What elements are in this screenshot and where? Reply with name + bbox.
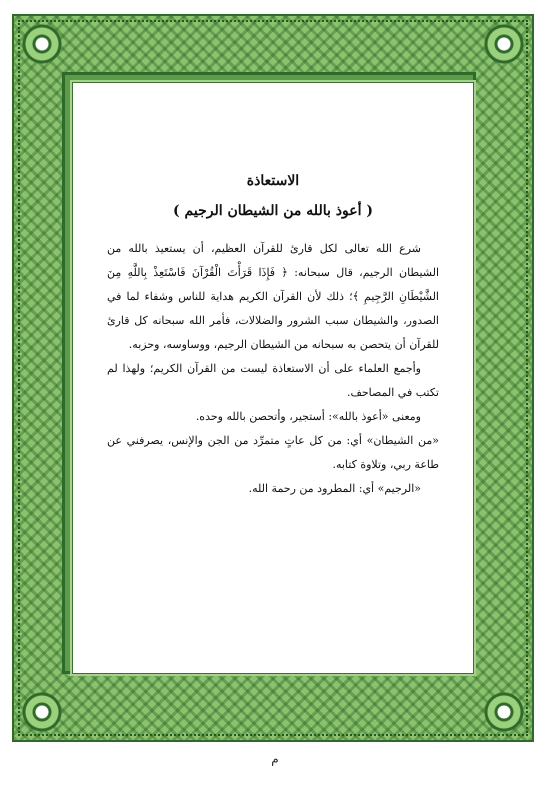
paragraph-2: وأجمع العلماء على أن الاستعاذة ليست من القرآن الكريم؛ ولهذا لم تكتب في المصاحف.	[107, 362, 439, 399]
text-block	[73, 83, 473, 673]
corner-ornament-icon	[484, 24, 524, 64]
paragraph-5: «الرجيم» أي: المطرود من رحمة الله.	[248, 482, 421, 495]
corner-ornament-icon	[22, 24, 62, 64]
page-title: الاستعاذة	[246, 173, 300, 189]
corner-ornament-icon	[22, 692, 62, 732]
corner-ornament-icon	[484, 692, 524, 732]
paragraph-3: ومعنى «أعوذ بالله»: أستجير، وأتحصن بالله وحده.	[195, 410, 421, 423]
page-number: م	[271, 752, 279, 766]
page-subtitle: ( أعوذ بالله من الشيطان الرجيم )	[173, 203, 373, 219]
page-content-area	[72, 82, 474, 674]
paragraph-1: شرع الله تعالى لكل قارئ للقرآن العظيم، أن يستعيذ بالله من الشيطان الرجيم، قال سبحانه: ﴿ فَإِذَا قَرَأْتَ الْقُرْآنَ فَاسْتَعِذْ بِاللَّهِ مِنَ الشَّيْطَانِ الرَّجِيمِ ﴾؛ ذلك لأن القرآن الكريم هداية للناس وشفاء لما في الصدور، والشيطان سبب الشرور والضلالات، فأمر الله سبحانه كل قارئ للقرآن أن يتحصن به سبحانه من الشيطان الرجيم، ووساوسه، وحزبه.	[107, 242, 439, 351]
paragraph-4: «من الشيطان» أي: من كل عاتٍ متمرِّد من الجن والإنس، يصرفني عن طاعة ربي، وتلاوة كتابه.	[107, 434, 439, 471]
